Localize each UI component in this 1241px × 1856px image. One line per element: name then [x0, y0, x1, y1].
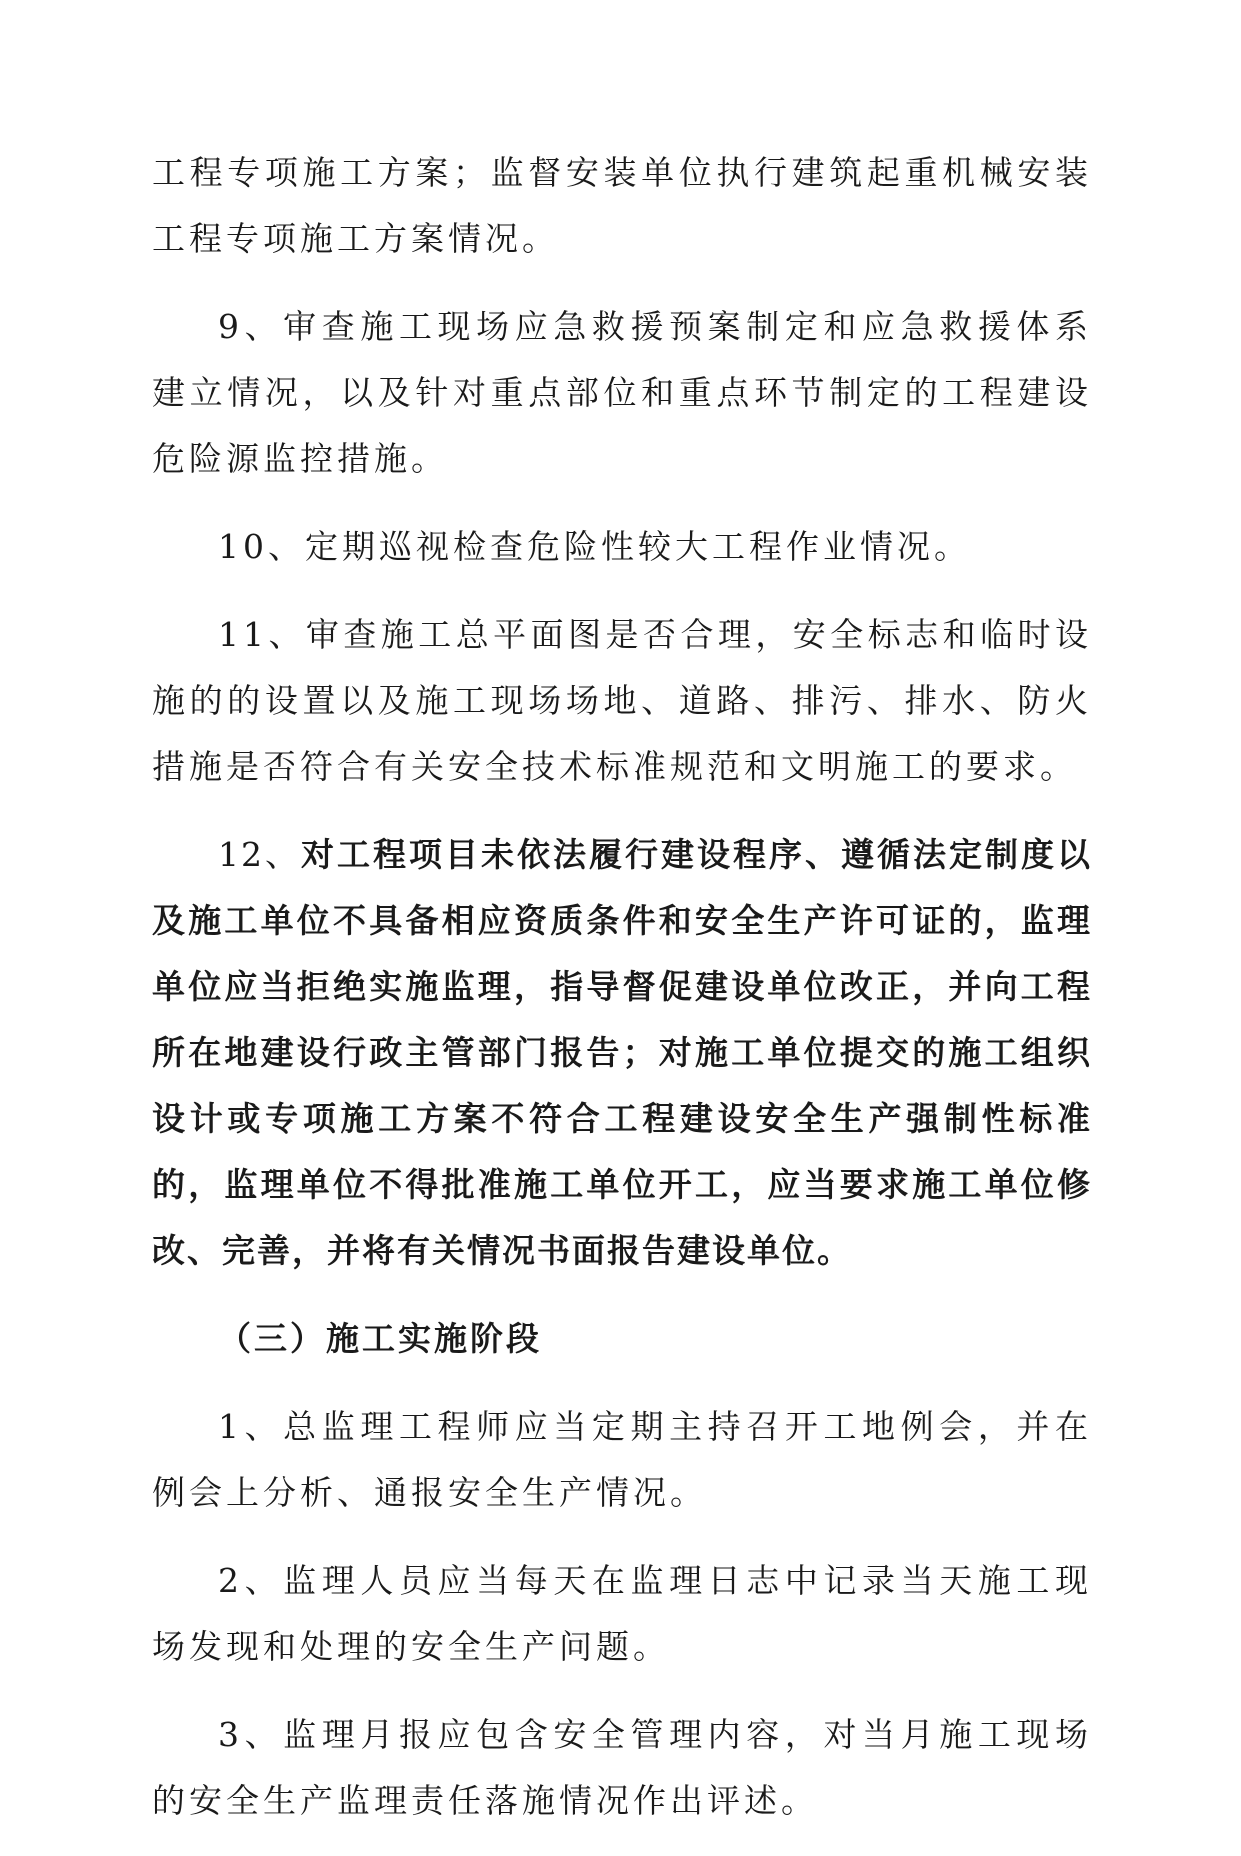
paragraph-item-9: 9、审查施工现场应急救援预案制定和应急救援体系建立情况，以及针对重点部位和重点环节制定的工程建设危险源监控措施。 — [152, 307, 1092, 478]
paragraph-item-10: 10、定期巡视检查危险性较大工程作业情况。 — [218, 527, 971, 566]
paragraph-item-12 — [152, 822, 1092, 1284]
document-page — [152, 140, 1092, 1856]
item-12-text: 对工程项目未依法履行建设程序、遵循法定制度以及施工单位不具备相应资质条件和安全生产许可证的，监理单位应当拒绝实施监理，指导督促建设单位改正，并向工程所在地建设行政主管部门报告；对施工单位提交的施工组织设计或专项施工方案不符合工程建设安全生产强制性标准的，监理单位不得批准施工单位开工，应当要求施工单位修改、完善，并将有关情况书面报告建设单位。 — [152, 835, 1092, 1270]
paragraph-continued: 工程专项施工方案；监督安装单位执行建筑起重机械安装工程专项施工方案情况。 — [152, 153, 1092, 258]
section-heading: （三）施工实施阶段 — [218, 1319, 542, 1358]
item-12-number: 12、 — [218, 835, 301, 874]
paragraph-stage-item-1: 1、总监理工程师应当定期主持召开工地例会，并在例会上分析、通报安全生产情况。 — [152, 1407, 1092, 1512]
paragraph-stage-item-3: 3、监理月报应包含安全管理内容，对当月施工现场的安全生产监理责任落施情况作出评述。 — [152, 1715, 1092, 1820]
paragraph-stage-item-2: 2、监理人员应当每天在监理日志中记录当天施工现场发现和处理的安全生产问题。 — [152, 1561, 1092, 1666]
paragraph-item-11: 11、审查施工总平面图是否合理，安全标志和临时设施的的设置以及施工现场场地、道路、排污、排水、防火措施是否符合有关安全技术标准规范和文明施工的要求。 — [152, 615, 1092, 786]
